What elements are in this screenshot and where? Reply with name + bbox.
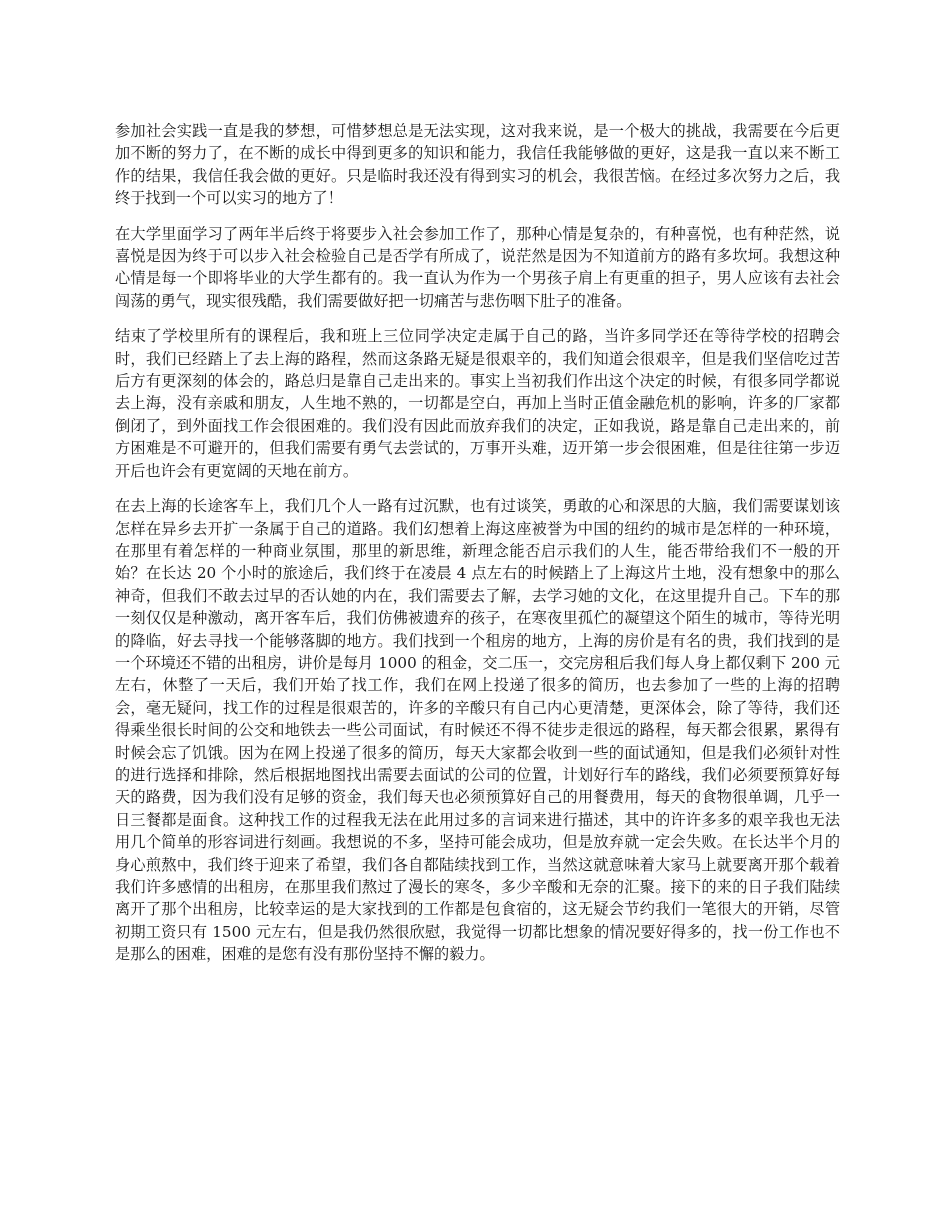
paragraph-3: 结束了学校里所有的课程后，我和班上三位同学决定走属于自己的路，当许多同学还在等待学校的招聘会时，我们已经踏上了去上海的路程，然而这条路无疑是很艰辛的，我们知道会很艰辛，但是我们坚信吃过苦后方有更深刻的体会的，路总归是靠自己走出来的。事实上当初我们作出这个决定的时候，有很多同学都说去上海，没有亲戚和朋友，人生地不熟的，一切都是空白，再加上当时正值金融危机的影响，许多的厂家都倒闭了，到外面找工作会很困难的。我们没有因此而放弃我们的决定，正如我说，路是靠自己走出来的，前方困难是不可避开的，但我们需要有勇气去尝试的，万事开头难，迈开第一步会很困难，但是往往第一步迈开后也许会有更宽阔的天地在前方。 <box>115 327 840 480</box>
paragraph-1: 参加社会实践一直是我的梦想，可惜梦想总是无法实现，这对我来说，是一个极大的挑战，我需要在今后更加不断的努力了，在不断的成长中得到更多的知识和能力，我信任我能够做的更好，这是我一直以来不断工作的结果，我信任我会做的更好。只是临时我还没有得到实习的机会，我很苦恼。在经过多次努力之后，我终于找到一个可以实习的地方了！ <box>115 122 840 208</box>
paragraph-2: 在大学里面学习了两年半后终于将要步入社会参加工作了，那种心情是复杂的，有种喜悦，也有种茫然，说喜悦是因为终于可以步入社会检验自己是否学有所成了，说茫然是因为不知道前方的路有多坎坷。我想这种心情是每一个即将毕业的大学生都有的。我一直认为作为一个男孩子肩上有更重的担子，男人应该有去社会闯荡的勇气，现实很残酷，我们需要做好把一切痛苦与悲伤咽下肚子的准备。 <box>115 224 840 310</box>
document-body <box>115 120 840 979</box>
paragraph-4: 在去上海的长途客车上，我们几个人一路有过沉默，也有过谈笑，勇敢的心和深思的大脑，我们需要谋划该怎样在异乡去开扩一条属于自己的道路。我们幻想着上海这座被誉为中国的纽约的城市是怎样的一种环境，在那里有着怎样的一种商业氛围，那里的新思维，新理念能否启示我们的人生，能否带给我们不一般的开始？在长达 20 个小时的旅途后，我们终于在凌晨 4 点左右的时候踏上了上海这片土地，没有想象中的那么神奇，但我们不敢去过早的否认她的内在，我们需要去了解，去学习她的文化，在这里提升自己。下车的那一刻仅仅是种激动，离开客车后，我们仿佛被遗弃的孩子，在寒夜里孤伫的凝望这个陌生的城市，等待光明的降临，好去寻找一个能够落脚的地方。我们找到一个租房的地方，上海的房价是有名的贵，我们找到的是一个环境还不错的出租房，讲价是每月 1000 的租金，交二压一，交完房租后我们每人身上都仅剩下 200 元左右，休整了一天后，我们开始了找工作，我们在网上投递了很多的简历，也去参加了一些的上海的招聘会，毫无疑问，找工作的过程是很艰苦的，许多的辛酸只有自己内心更清楚，更深体会，除了等待，我们还得乘坐很长时间的公交和地铁去一些公司面试，有时候还不得不徒步走很远的路程，每天都会很累，累得有时候会忘了饥饿。因为在网上投递了很多的简历，每天大家都会收到一些的面试通知，但是我们必须针对性的进行选择和排除，然后根据地图找出需要去面试的公司的位置，计划好行车的路线，我们必须要预算好每天的路费，因为我们没有足够的资金，我们每天也必须预算好自己的用餐费用，每天的食物很单调，几乎一日三餐都是面食。这种找工作的过程我无法在此用过多的言词来进行描述，其中的许许多多的艰辛我也无法用几个简单的形容词进行刻画。我想说的不多，坚持可能会成功，但是放弃就一定会失败。在长达半个月的身心煎熬中，我们终于迎来了希望，我们各自都陆续找到工作，当然这就意味着大家马上就要离开那个载着我们许多感情的出租房，在那里我们熬过了漫长的寒冬，多少辛酸和无奈的汇聚。接下的来的日子我们陆续离开了那个出租房，比较幸运的是大家找到的工作都是包食宿的，这无疑会节约我们一笔很大的开销，尽管初期工资只有 1500 元左右，但是我仍然很欣慰，我觉得一切都比想象的情况要好得多的，找一份工作也不是那么的困难，困难的是您有没有那份坚持不懈的毅力。 <box>115 497 840 964</box>
